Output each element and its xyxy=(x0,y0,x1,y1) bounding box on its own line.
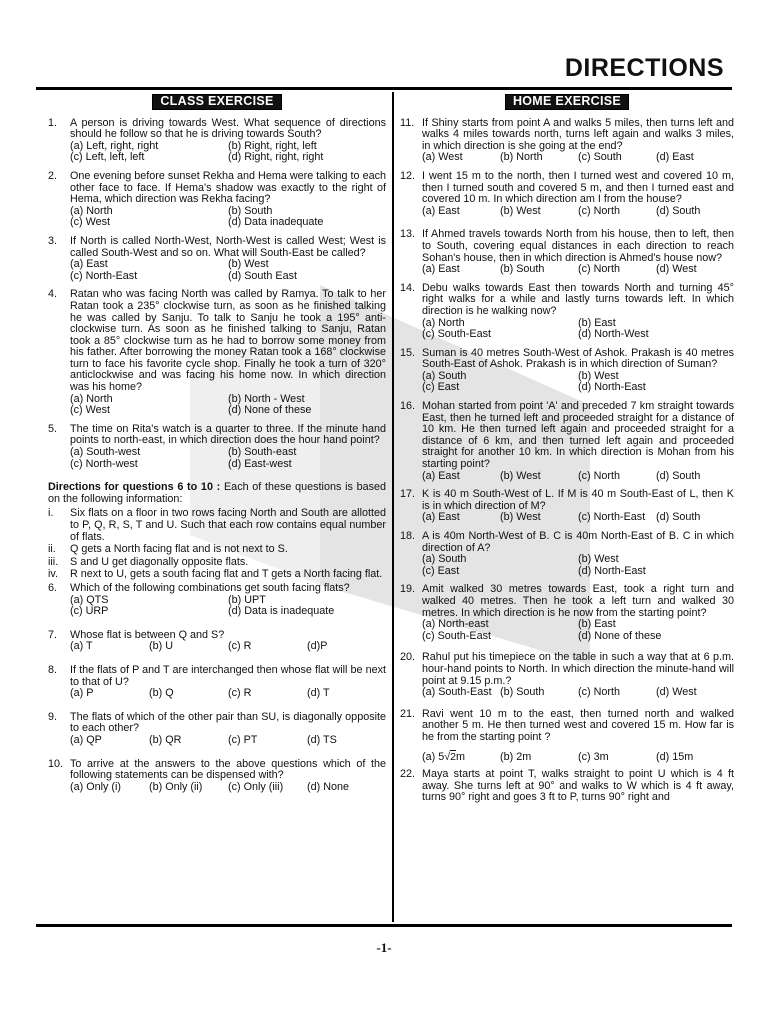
option: (b) South xyxy=(500,686,545,699)
option: (c) East xyxy=(422,564,460,577)
option: (a) South-west xyxy=(70,446,141,459)
option: (a) North-east xyxy=(422,618,489,631)
option: (a) East xyxy=(70,258,108,271)
option: (c) URP xyxy=(70,605,109,618)
option: (a) P xyxy=(70,687,94,700)
condition-ii: ii. Q gets a North facing flat and is not next to S. xyxy=(48,543,288,556)
option: (d) North-West xyxy=(578,328,649,341)
option: (d) Data inadequate xyxy=(228,216,324,229)
option: (a) East xyxy=(422,204,460,217)
option: (b) North xyxy=(500,151,543,164)
option-a: (a) 5√2m xyxy=(422,750,465,763)
option: (b) 2m xyxy=(500,750,532,763)
option: (c) West xyxy=(70,216,110,229)
option: (c) South-East xyxy=(422,328,492,341)
option: (a) East xyxy=(422,263,460,276)
option: (d) TS xyxy=(307,733,337,746)
question-21: 21. Ravi went 10 m to the east, then turned north and walked another 5 m. He then turned west and covered 15 m. How far is he from the starting point ? (a) 5√2m (b) 2m (c) 3m (d) 15m xyxy=(400,707,734,763)
option: (c) Left, left, left xyxy=(70,151,145,164)
option: (b) West xyxy=(578,553,619,566)
question-4: 4. Ratan who was facing North was called by Ramya. To talk to her Ratan took a 235° clockwise turn, as soon as he finished talking he was called by Sanju. To talk to Sanju he took a 195° anti-clockwise turn. As soon as he finished talking to Sanju, Ratan took a 85° clockwise turn as he had to borrow some money from his father. After borrowing the money Ratan took a 168° clockwise turn to face his favorite cycle shop. Finally he took a turn of 320° anticlockwise and was facing his home now. In which direction was his home? (a) North (b) North - West (c) West (d) None of these xyxy=(48,288,386,417)
option: (b) Right, right, left xyxy=(228,139,317,152)
question-19: 19. Amit walked 30 metres towards East, took a right turn and walked 40 metres. Then he took a left turn and walked 30 metres. In which direction is he now from the starting point? (a) North-east (b) East (c) South-East (d) None of these xyxy=(400,583,734,642)
option: (c) North xyxy=(578,263,620,276)
class-exercise-column xyxy=(48,94,386,800)
question-2: 2. One evening before sunset Rekha and Hema were talking to each other face to face. If Hema's shadow was exactly to the right of Hema, which direction was Rekha facing? (a) North (b) South (c) West (d) Data inadequate xyxy=(48,169,386,229)
option: (a) T xyxy=(70,640,93,653)
option: (d) T xyxy=(307,687,330,700)
option: (b) North - West xyxy=(228,392,305,405)
question-18: 18. A is 40m North-West of B. C is 40m North-East of B. C in which direction of A? (a) South (b) West (c) East (d) North-East xyxy=(400,530,734,577)
question-9: 9. The flats of which of the other pair than SU, is diagonally opposite to each other? (a) QP (b) QR (c) PT (d) TS xyxy=(48,710,386,746)
option: (c) North xyxy=(578,469,620,482)
question-20: 20. Rahul put his timepiece on the table in such a way that at 6 p.m. hour-hand points to North. In which direction the minute-hand will point at 9.15 p.m.? (a) South-East (b) South (c) North (d) West xyxy=(400,651,734,699)
option: (b) Only (ii) xyxy=(149,780,203,793)
option: (b) East xyxy=(578,316,616,329)
question-6: 6. Which of the following combinations get south facing flats? (a) QTS (b) UPT (c) URP (d) Data is inadequate xyxy=(48,583,386,618)
bottom-rule xyxy=(36,924,732,927)
option: (a) North xyxy=(70,392,113,405)
home-exercise-column xyxy=(400,94,734,811)
option: (a) East xyxy=(422,511,460,524)
condition-iii: iii. S and U get diagonally opposite flats. xyxy=(48,555,249,568)
question-10: 10. To arrive at the answers to the above questions which of the following statements can be dispensed with? (a) Only (i) (b) Only (ii) (c) Only (iii) (d) None xyxy=(48,757,386,793)
option: (d) Right, right, right xyxy=(228,151,324,164)
option: (d) West xyxy=(656,686,697,699)
question-5: 5. The time on Rita's watch is a quarter to three. If the minute hand points to north-east, in which direction does the hour hand point? (a) South-west (b) South-east (c) North-west (d) East-west xyxy=(48,422,386,470)
option: (c) North xyxy=(578,686,620,699)
option: (b) West xyxy=(500,469,541,482)
option: (d) West xyxy=(656,263,697,276)
option: (d) 15m xyxy=(656,750,694,763)
condition-iv: iv. R next to U, gets a south facing flat and T gets a North facing flat. xyxy=(48,568,383,581)
class-exercise-banner: CLASS EXERCISE xyxy=(152,94,281,110)
option: (d) East xyxy=(656,151,694,164)
option: (c) R xyxy=(228,640,252,653)
option: (a) South xyxy=(422,369,467,382)
option: (a) South xyxy=(422,553,467,566)
option: (d) None of these xyxy=(228,404,312,417)
option: (b) West xyxy=(500,204,541,217)
directions-intro: Directions for questions 6 to 10 : Each of these questions is based on the following information: xyxy=(48,481,387,505)
question-13: 13. If Ahmed travels towards North from his house, then to left, then to South, covering equal distances in each direction to reach Sohan's house, then in which direction is Ahmed's house now? (a) East (b) South (c) North (d) West xyxy=(400,228,734,276)
page-number: -1- xyxy=(376,940,392,955)
question-7: 7. Whose flat is between Q and S? (a) T (b) U (c) R (d)P xyxy=(48,630,386,653)
question-14: 14. Debu walks towards East then towards North and turning 45° right walks for a while and lastly turns towards left. In which direction is he walking now? (a) North (b) East (c) South-East (d) North-West xyxy=(400,281,734,341)
option: (b) West xyxy=(500,511,541,524)
option: (b) UPT xyxy=(228,593,266,606)
page-title: DIRECTIONS xyxy=(564,54,724,82)
option: (c) West xyxy=(70,404,110,417)
question-8: 8. If the flats of P and T are interchanged then whose flat will be next to that of U? (a) P (b) Q (c) R (d) T xyxy=(48,663,386,700)
option: (a) QTS xyxy=(70,593,109,606)
question-22: 22. Maya starts at point T, walks straight to point U which is 4 ft away. She turns left at 90° and walks to W which is 4 ft away, turns 90° right and goes 3 ft to P, turns 90° right and xyxy=(400,768,734,804)
option: (b) East xyxy=(578,618,616,631)
home-exercise-banner: HOME EXERCISE xyxy=(505,94,629,110)
option: (c) East xyxy=(422,381,460,394)
option: (b) South xyxy=(500,263,545,276)
option: (a) Left, right, right xyxy=(70,139,159,152)
option: (c) North xyxy=(578,204,620,217)
option: (d) North-East xyxy=(578,564,646,577)
option: (d)P xyxy=(307,640,328,653)
option: (a) West xyxy=(422,151,463,164)
top-rule xyxy=(36,87,732,90)
option: (c) PT xyxy=(228,733,258,746)
option: (c) 3m xyxy=(578,750,609,763)
sqrt-symbol: √ xyxy=(444,750,451,763)
option: (d) South xyxy=(656,204,701,217)
option: (d) None xyxy=(307,780,350,793)
option: (c) South-East xyxy=(422,629,492,642)
option: (a) Only (i) xyxy=(70,780,121,793)
column-divider xyxy=(392,92,394,922)
option: (a) South-East xyxy=(422,686,492,699)
question-12: 12. I went 15 m to the north, then I turned west and covered 10 m, then I turned south and covered 5 m, and then I turned east and covered 10 m. In which direction am I from the house? (a) East (b) West (c) North (d) South xyxy=(400,169,734,217)
option: (b) U xyxy=(149,640,173,653)
option: (b) South xyxy=(228,204,273,217)
option: (c) R xyxy=(228,687,252,700)
option: (a) North xyxy=(422,316,465,329)
option: (b) QR xyxy=(149,733,182,746)
option: (c) North-East xyxy=(70,269,138,282)
option: (c) South xyxy=(578,151,622,164)
option: (b) West xyxy=(578,369,619,382)
option: (a) East xyxy=(422,469,460,482)
option: (d) South xyxy=(656,511,701,524)
option: (d) North-East xyxy=(578,381,646,394)
option: (d) None of these xyxy=(578,629,662,642)
option: (a) North xyxy=(70,204,113,217)
question-1: 1. A person is driving towards West. What sequence of directions should he follow so that he is driving towards South? (a) Left, right, right (b) Right, right, left (c) Left, left, left (d) Right, right, right xyxy=(48,116,386,164)
option: (d) South East xyxy=(228,269,298,282)
question-15: 15. Suman is 40 metres South-West of Ashok. Prakash is 40 metres South-East of Ashok. Prakash is in which direction of Suman? (a) South (b) West (c) East (d) North-East xyxy=(400,346,734,394)
condition-i: i. Six flats on a floor in two rows facing North and South are allotted to P, Q, R, S, T and U. Such that each row contains equal number of flats. xyxy=(48,507,386,543)
question-11: 11. If Shiny starts from point A and walks 5 miles, then turns left and walks 4 miles towards north, turns left again and walks 3 miles, in which direction is she going at the end? (a) West (b) North (c) South (d) East xyxy=(400,116,734,164)
option: (c) North-East xyxy=(578,511,646,524)
question-16: 16. Mohan started from point 'A' and preceded 7 km straight towards East, then he turned left and proceeded straight for a distance of 10 km. He then turned left again and proceeded straight for a distance of 6 km, and then turned left again and proceeded straight for another 10 km. In which direction is Mohan from his starting point? (a) East (b) West (c) North (d) South xyxy=(400,400,734,482)
option: (b) West xyxy=(228,258,269,271)
question-3: 3. If North is called North-West, North-West is called West; West is called South-West and so on. What will South-East be called? (a) East (b) West (c) North-East (d) South East xyxy=(48,234,386,282)
option: (d) East-west xyxy=(228,457,292,470)
option: (c) Only (iii) xyxy=(228,780,284,793)
option: (a) QP xyxy=(70,733,102,746)
option: (d) South xyxy=(656,469,701,482)
option: (c) North-west xyxy=(70,457,138,470)
option: (b) Q xyxy=(149,687,174,700)
question-17: 17. K is 40 m South-West of L. If M is 40 m South-East of L, then K is in which direction of M? (a) East (b) West (c) North-East (d) South xyxy=(400,488,734,524)
option: (d) Data is inadequate xyxy=(228,605,335,618)
option: (b) South-east xyxy=(228,446,297,459)
